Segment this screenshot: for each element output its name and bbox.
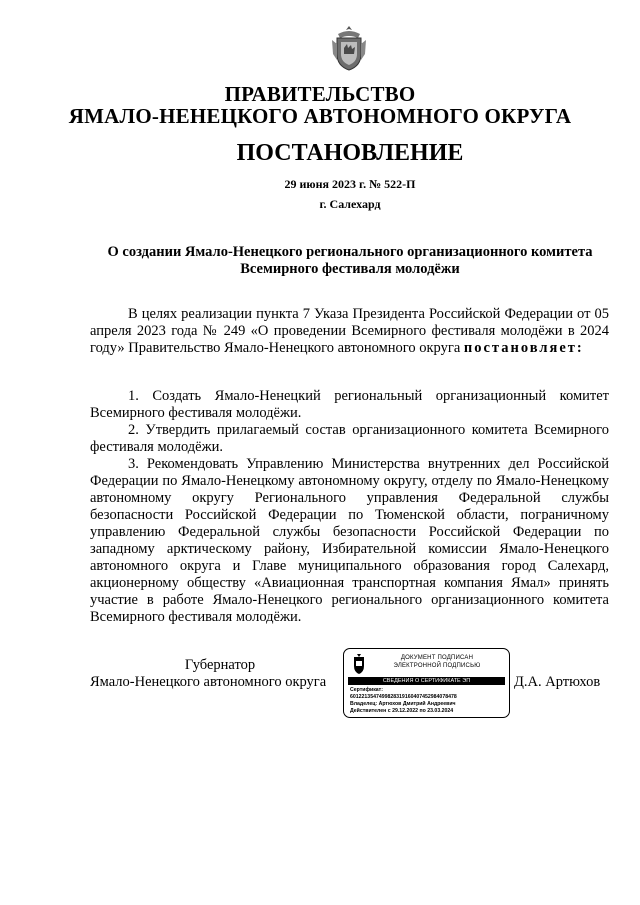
signatory-position <box>90 657 340 691</box>
resolution-item-2: 2. Утвердить прилагаемый состав организационного комитета Всемирного фестиваля молодёжи. <box>90 422 609 455</box>
document-date-number: 29 июня 2023 г. № 522-П <box>284 177 416 191</box>
electronic-signature-stamp <box>343 648 510 718</box>
stamp-header-line2: ЭЛЕКТРОННОЙ ПОДПИСЬЮ <box>393 663 481 669</box>
stamp-header <box>372 654 502 670</box>
document-title-line2: Всемирного фестиваля молодёжи <box>240 261 460 277</box>
stamp-certificate-info <box>350 687 508 715</box>
government-name-line1: ПРАВИТЕЛЬСТВО <box>224 82 416 106</box>
government-name-line2: ЯМАЛО-НЕНЕЦКОГО АВТОНОМНОГО ОКРУГА <box>68 104 572 128</box>
stamp-cert-value: 6012213547499828319160407452984078478 <box>350 694 457 700</box>
preamble-text: В целях реализации пункта 7 Указа Президента Российской Федерации от 05 апреля 2023 года № 249 «О проведении Всемирного фестиваля молодёжи в 2024 году» Правительство Ямало-Ненецкого автономного округа <box>90 306 609 356</box>
stamp-cert-label: Сертификат: <box>350 687 383 693</box>
signatory-position-line1: Губернатор <box>184 657 256 673</box>
signatory-name: Д.А. Артюхов <box>514 674 601 690</box>
stamp-certificate-bar: СВЕДЕНИЯ О СЕРТИФИКАТЕ ЭП <box>348 677 505 685</box>
document-title <box>92 244 608 278</box>
stamp-cert-validity: Действителен с 29.12.2022 по 23.03.2024 <box>350 708 454 714</box>
signatory-position-line2: Ямало-Ненецкого автономного округа <box>90 674 327 690</box>
stamp-cert-owner: Владелец: Артюхов Дмитрий Андреевич <box>350 701 456 707</box>
coat-of-arms-small-icon <box>350 653 368 675</box>
document-city: г. Салехард <box>319 197 381 211</box>
resolves-word: постановляет: <box>463 340 584 356</box>
document-title-line1: О создании Ямало-Ненецкого регионального организационного комитета <box>107 244 593 260</box>
resolution-items <box>90 388 609 626</box>
preamble-paragraph <box>90 306 609 357</box>
stamp-header-line1: ДОКУМЕНТ ПОДПИСАН <box>400 655 474 661</box>
resolution-item-1: 1. Создать Ямало-Ненецкий региональный организационный комитет Всемирного фестиваля молодёжи. <box>90 388 609 421</box>
yamal-nenets-coat-of-arms-icon <box>330 24 368 72</box>
resolution-item-3: 3. Рекомендовать Управлению Министерства внутренних дел Российской Федерации по Ямало-Ненецкому автономному округу, отделу по Ямало-Ненецкому автономному округу Регионального управления Федеральной службы безопасности Российской Федерации по Тюменской области, пограничному управлению Федеральной службы безопасности Российской Федерации по западному арктическому району, Избирательной комиссии Ямало-Ненецкого автономного округа и Главе муниципального образования город Салехард, акционерному обществу «Авиационная транспортная компания Ямал» принять участие в работе Ямало-Ненецкого регионального организационного комитета Всемирного фестиваля молодёжи. <box>90 456 609 625</box>
document-type: ПОСТАНОВЛЕНИЕ <box>236 140 464 166</box>
